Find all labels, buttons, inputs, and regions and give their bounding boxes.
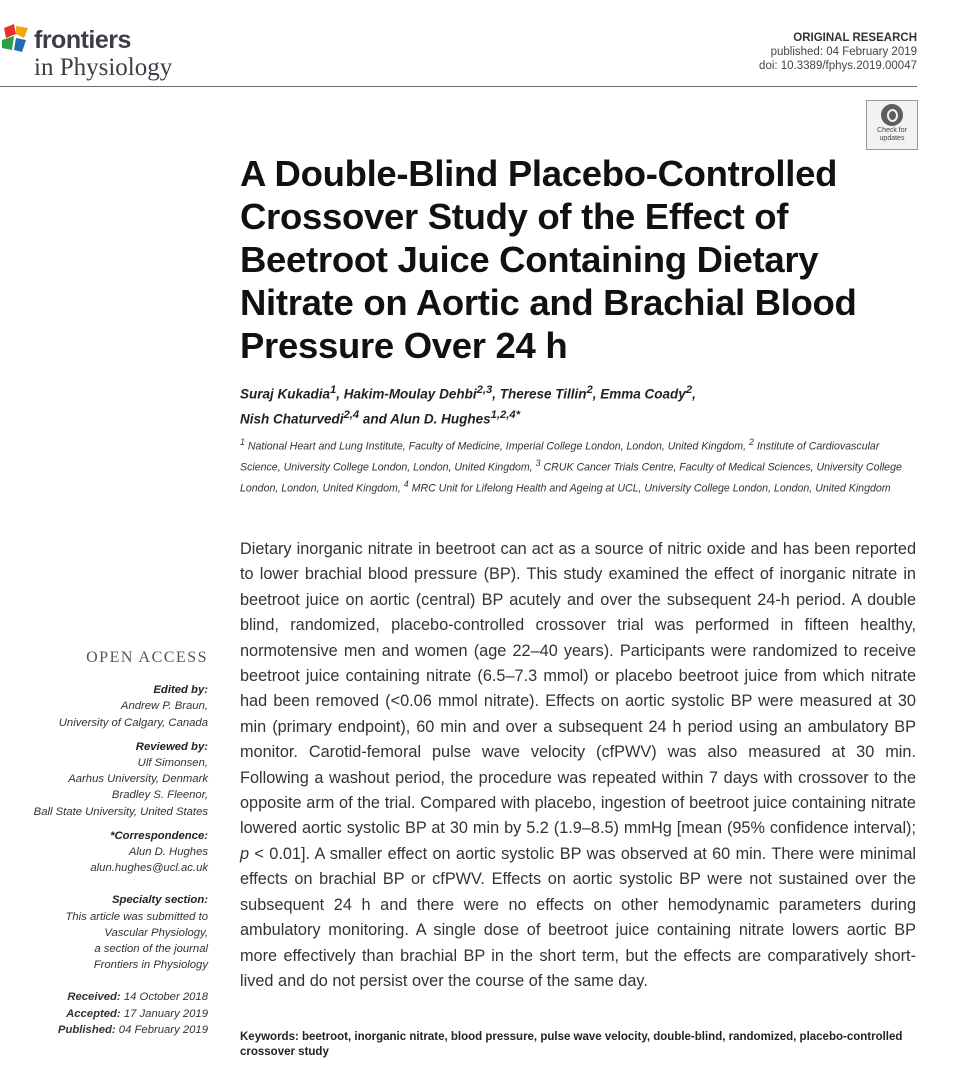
abstract-text: < 0.01]. A smaller effect on aortic systolic BP was observed at 60 min. There were minimal effects on brachial BP or cfPWV. Effects on aortic systolic BP were not sustained over the subsequent 24 h and there were no effects on other hemodynamic parameters during ambulatory monitoring. A single dose of beetroot juice containing nitrate lowers aortic BP more effectively than brachial BP in the short term, but the effects are comparatively short-lived and do not persist over the course of the same day. [240,844,916,990]
correspondence-name: Alun D. Hughes [128,846,208,859]
check-updates-label: Check for updates [877,127,907,142]
reviewer-affiliation: Aarhus University, Denmark [68,773,208,786]
doi-link[interactable]: doi: 10.3389/fphys.2019.00047 [759,60,917,72]
specialty-line: This article was submitted to [65,910,208,923]
affil-number: 2 [749,437,754,447]
author-list [240,380,920,429]
accepted-label: Accepted: [66,1007,121,1020]
header-divider [0,86,917,87]
author-affil-ref: 2,3 [476,384,493,396]
author-name[interactable]: Suraj Kukadia [240,386,331,402]
author-name[interactable]: , Hakim-Moulay Dehbi [336,386,477,402]
affil-number: 3 [535,458,541,469]
affil-text: National Heart and Lung Institute, Faculty of Medicine, Imperial College London, London, United Kingdom, [244,440,750,453]
abstract-text: Dietary inorganic nitrate in beetroot can act as a source of nitric oxide and has been reported to lower brachial blood pressure (BP). This study examined the effect of inorganic nitrate in beetroot juice on aortic (central) BP acutely and over the subsequent 24-h period. A double blind, randomized, placebo-controlled crossover trial was performed in fifteen healthy, normotensive men and women (age 22–40 years). Participants were randomized to receive beetroot juice containing nitrate (6.5–7.3 mmol) or placebo beetroot juice from which nitrate had been removed (<0.06 mmol nitrate). Effects on aortic systolic BP were measured at 30 min (primary endpoint), 60 min and over a subsequent 24 h period using an ambulatory BP monitor. Carotid-femoral pulse wave velocity (cfPWV) was also measured at 30 min. Following a washout period, the procedure was repeated within 7 days with crossover to the opposite arm of the trial. Compared with placebo, ingestion of beetroot juice containing nitrate lowered aortic systolic BP at 30 min by 5.2 (1.9–8.5) mmHg [mean (95% confidence interval); [240,540,916,838]
affil-number: 4 [403,479,409,490]
accepted-date-row [0,1006,208,1022]
article-title: A Double-Blind Placebo-Controlled Crossover Study of the Effect of Beetroot Juice Containing Dietary Nitrate on Aortic and Brachial Blood Pressure Over 24 h [240,153,857,366]
affil-text: CRUK Cancer Trials Centre, Faculty of Medical Sciences, University College London, London, United Kingdom, [240,461,902,495]
reviewed-by-label: Reviewed by: [135,740,208,753]
frontiers-logo-icon [0,22,32,54]
abstract [240,537,916,994]
correspondence-label: *Correspondence: [110,829,208,842]
author-name[interactable]: , Therese Tillin [492,386,587,402]
author-name[interactable]: and Alun D. Hughes [359,411,491,426]
specialty-section [0,892,208,973]
check-for-updates-button[interactable] [866,100,918,150]
affiliations [240,434,912,497]
published-line: published: 04 February 2019 [770,46,917,58]
author-affil-ref: 2 [586,384,593,396]
specialty-line: Vascular Physiology, [104,926,208,939]
check-updates-icon [881,104,903,126]
author-affil-ref: 1 [330,384,337,396]
published-date: 04 February 2019 [115,1023,208,1036]
journal-name: frontiers [34,26,131,54]
edited-by-label: Edited by: [153,684,208,697]
author-affil-ref: 1,2,4* [490,408,521,421]
reviewer-affiliation: Ball State University, United States [33,805,208,818]
reviewer-name[interactable]: Ulf Simonsen, [137,757,208,770]
accepted-date: 17 January 2019 [120,1007,208,1020]
correspondence-section [0,828,208,877]
author-separator: , [692,386,696,402]
article-meta [759,31,917,73]
affil-number: 1 [240,437,245,447]
p-value-symbol: p [240,844,250,863]
journal-logo[interactable] [0,18,200,80]
published-label: Published: [57,1023,116,1036]
reviewed-by-section [0,739,208,820]
correspondence-email[interactable]: alun.hughes@ucl.ac.uk [90,862,208,875]
received-label: Received: [67,991,121,1004]
editor-name[interactable]: Andrew P. Braun, [120,700,208,713]
journal-subtitle: in Physiology [34,54,173,81]
received-date: 14 October 2018 [120,991,208,1004]
affil-text: MRC Unit for Lifelong Health and Ageing at UCL, University College London, London, United Kingdom [408,482,891,495]
reviewer-name[interactable]: Bradley S. Fleenor, [111,789,208,802]
article-info-sidebar [0,650,208,1038]
author-name[interactable]: , Emma Coady [592,386,686,402]
open-access-label: OPEN ACCESS [86,649,208,666]
specialty-line: Frontiers in Physiology [93,959,208,972]
specialty-line: a section of the journal [94,943,208,956]
received-date-row [0,989,208,1005]
author-affil-ref: 2 [685,384,693,396]
affil-text: Institute of Cardiovascular Science, University College London, London, United Kingdom, [240,440,880,474]
published-date-row [0,1022,208,1038]
author-name[interactable]: Nish Chaturvedi [240,411,344,426]
edited-by-section [0,682,208,731]
article-type: ORIGINAL RESEARCH [793,32,917,44]
specialty-label: Specialty section: [111,894,208,907]
keywords: Keywords: beetroot, inorganic nitrate, blood pressure, pulse wave velocity, double-blind, randomized, placebo-controlled crossover study [240,1031,903,1058]
author-affil-ref: 2,4 [343,408,360,421]
editor-affiliation: University of Calgary, Canada [58,716,208,729]
article-dates [0,989,208,1038]
